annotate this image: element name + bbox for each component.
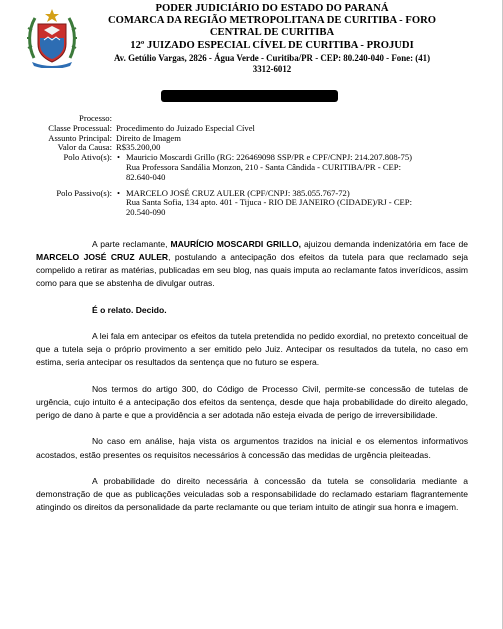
decision-heading: É o relato. Decido.: [92, 304, 167, 315]
paragraph-4: Nos termos do artigo 300, do Código de Processo Civil, permite-se concessão de tutelas de urgência, cujo intuito é a antecipação dos efeitos da sentença, desde que haja probabilidade do direito alegado, perigo de dano à parte e que a providência a ser adotada não esteja eivada de perigo de irreversibilidade.: [36, 383, 468, 421]
header-line-1: PODER JUDICIÁRIO DO ESTADO DO PARANÁ: [155, 3, 389, 14]
defendant-name: MARCELO JOSÉ CRUZ AULER: [36, 252, 169, 263]
polo-passivo-cep: 20.540-090: [126, 207, 166, 218]
bullet-icon: •: [117, 152, 121, 163]
decision-body: [36, 238, 468, 514]
paragraph-1: A parte reclamante, MAURÍCIO MOSCARDI GRILLO, ajuizou demanda indenizatória em face de MARCELO JOSÉ CRUZ AULER, postulando a antecipação dos efeitos da tutela para que reclamado seja compelido a retirar as matérias, publicadas em seu blog, nas quais imputa ao reclamante fatos inverídicos, assim como para que se abstenha de divulgar outras.: [36, 239, 468, 289]
classe-label: Classe Processual:: [48, 122, 112, 133]
header-line-3: CENTRAL DE CURITIBA: [209, 27, 335, 39]
assunto-label: Assunto Principal:: [48, 132, 112, 143]
paragraph-2: [36, 304, 468, 317]
polo-ativo-row: [0, 153, 503, 182]
header-line-4: 12º JUIZADO ESPECIAL CÍVEL DE CURITIBA - PROJUDI: [130, 39, 414, 51]
paragraph-5: No caso em análise, haja vista os argumentos trazidos na inicial e os elementos informativos acostados, estão presentes os requisitos necessários à concessão das medidas de urgência pleiteadas.: [36, 436, 468, 460]
polo-ativo-address: Rua Professora Sandália Monzon, 210 - Santa Cândida - CURITIBA/PR - CEP:: [126, 161, 401, 172]
header-line-2: COMARCA DA REGIÃO METROPOLITANA DE CURITIBA - FORO: [108, 15, 436, 27]
header-phone: 3312-6012: [252, 64, 292, 75]
polo-passivo-row: [0, 189, 503, 218]
bullet-icon: •: [117, 187, 121, 198]
paragraph-6: A probabilidade do direito necessária à concessão da tutela se consolidaria mediante a demonstração de que as publicações veiculadas sob a responsabilidade do reclamado estariam flagrantemente atingindo os direitos da personalidade da parte reclamante ou que teriam intuito de atingir sua honra e imagem.: [36, 475, 468, 513]
paragraph-3: A lei fala em antecipar os efeitos da tutela pretendida no pedido exordial, no pretexto conceitual de que a tutela seja o próprio provimento a ser emitido pelo Juiz. Antecipar os resultados da tutela, no caso em estima, seria antecipar os resultados da sentença que no futuro se espera.: [36, 331, 468, 368]
polo-passivo-party: [116, 189, 503, 218]
valor-value: R$35.200,00: [116, 142, 161, 153]
polo-ativo-cep: 82.640-040: [126, 171, 166, 182]
assunto-value: Direito de Imagem: [116, 132, 181, 143]
claimant-name: MAURÍCIO MOSCARDI GRILLO,: [170, 239, 301, 249]
polo-passivo-label: Polo Passivo(s):: [56, 187, 112, 198]
polo-ativo-label: Polo Ativo(s):: [63, 152, 112, 163]
parana-coat-of-arms-icon: [26, 8, 78, 68]
polo-ativo-party: [116, 153, 503, 182]
classe-value: Procedimento do Juizado Especial Cível: [116, 122, 255, 133]
redaction-bar: [161, 90, 338, 102]
case-info: [0, 114, 503, 218]
processo-label: Processo:: [79, 113, 112, 123]
polo-passivo-name: MARCELO JOSÉ CRUZ AULER (CPF/CNPJ: 385.055.767-72): [126, 187, 350, 198]
header-address: Av. Getúlio Vargas, 2826 - Água Verde - Curitiba/PR - CEP: 80.240-040 - Fone: (41): [113, 52, 431, 63]
valor-label: Valor da Causa:: [57, 142, 112, 153]
polo-ativo-name: Mauricio Moscardi Grillo (RG: 226469098 SSP/PR e CPF/CNPJ: 214.207.808-75): [126, 152, 412, 163]
polo-passivo-address: Rua Santa Sofia, 134 apto. 401 - Tijuca - RIO DE JANEIRO (CIDADE)/RJ - CEP:: [126, 197, 412, 208]
court-header: [82, 3, 462, 75]
